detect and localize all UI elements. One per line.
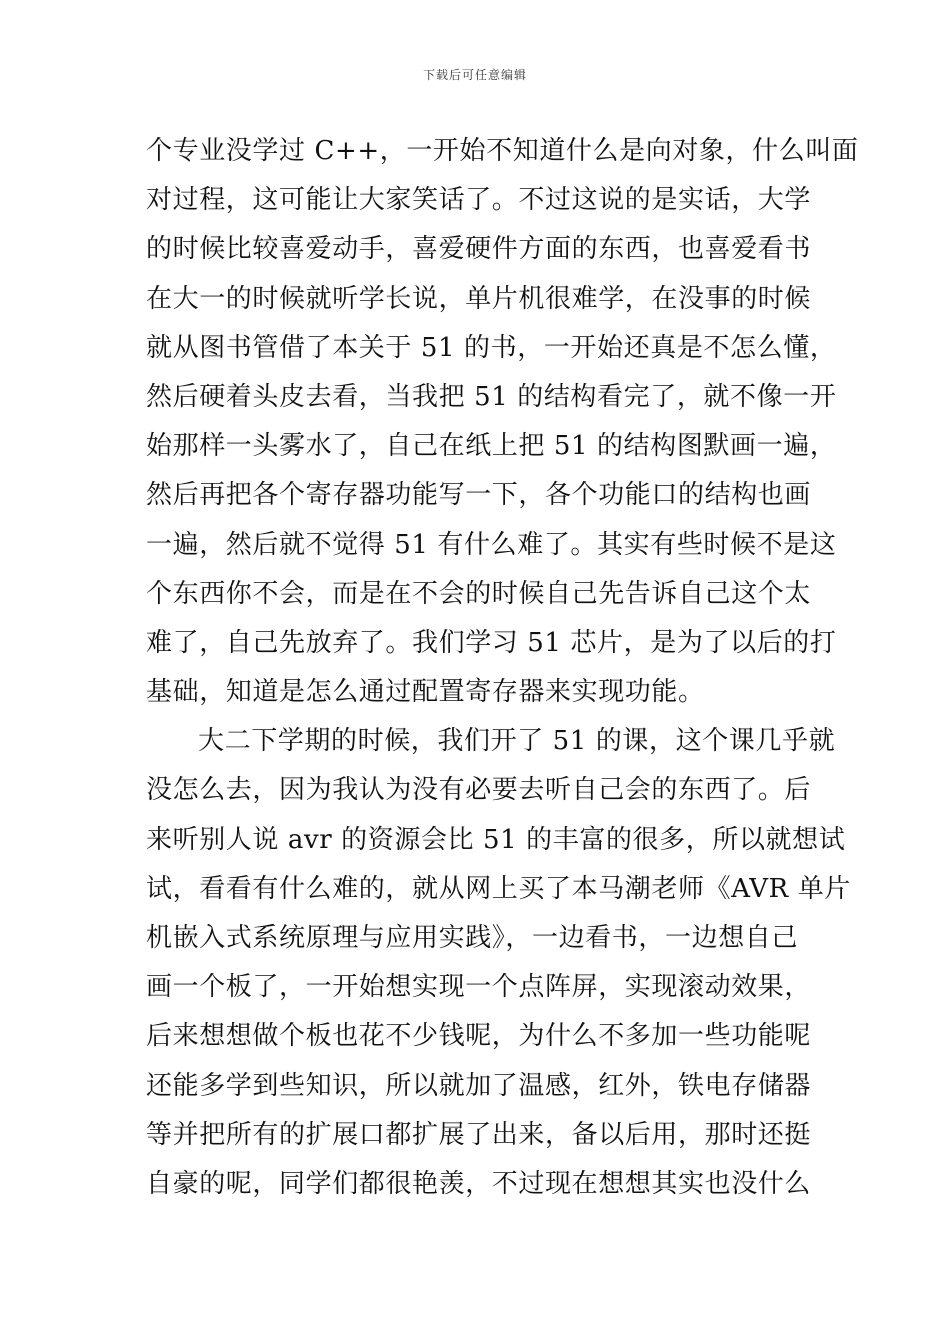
body-text	[146, 127, 859, 1209]
text-line: 自豪的呢，同学们都很艳羡，不过现在想想其实也没什么	[146, 1168, 812, 1199]
text-line: 在大一的时候就听学长说，单片机很难学，在没事的时候	[146, 283, 812, 314]
text-line: 基础，知道是怎么通过配置寄存器来实现功能。	[146, 677, 705, 708]
text-line: 一遍，然后就不觉得 51 有什么难了。其实有些时候不是这	[146, 529, 837, 560]
text-line: 等并把所有的扩展口都扩展了出来，备以后用，那时还挺	[146, 1119, 812, 1150]
text-line: 试，看看有什么难的，就从网上买了本马潮老师《AVR 单片	[146, 873, 851, 904]
text-line: 画一个板了，一开始想实现一个点阵屏，实现滚动效果，	[146, 972, 812, 1003]
text-line: 然后再把各个寄存器功能写一下，各个功能口的结构也画	[146, 480, 812, 511]
text-line: 的时候比较喜爱动手，喜爱硬件方面的东西，也喜爱看书	[146, 234, 812, 265]
paragraph-2	[146, 717, 851, 1209]
text-line: 对过程，这可能让大家笑话了。不过这说的是实话，大学	[146, 185, 812, 216]
text-line: 然后硬着头皮去看，当我把 51 的结构看完了，就不像一开	[146, 381, 837, 412]
text-line: 还能多学到些知识，所以就加了温感，红外，铁电存储器	[146, 1070, 812, 1101]
text-line: 机嵌入式系统原理与应用实践》，一边看书，一边想自己	[146, 923, 799, 953]
text-line: 个专业没学过 C++，一开始不知道什么是向对象，什么叫面	[146, 136, 859, 166]
text-line: 就从图书管借了本关于 51 的书，一开始还真是不怎么懂，	[146, 332, 837, 363]
paragraph-1	[146, 127, 859, 717]
text-line: 来听别人说 avr 的资源会比 51 的丰富的很多，所以就想试	[146, 824, 846, 855]
page-header: 下载后可任意编辑	[422, 68, 527, 82]
text-line: 大二下学期的时候，我们开了 51 的课，这个课几乎就	[198, 726, 836, 757]
text-line: 个东西你不会，而是在不会的时候自己先告诉自己这个太	[146, 578, 812, 609]
text-line: 难了，自己先放弃了。我们学习 51 芯片，是为了以后的打	[146, 627, 837, 658]
text-line: 后来想想做个板也花不少钱呢，为什么不多加一些功能呢	[146, 1021, 812, 1052]
text-line: 始那样一头雾水了，自己在纸上把 51 的结构图默画一遍，	[146, 431, 837, 462]
text-line: 没怎么去，因为我认为没有必要去听自己会的东西了。后	[146, 775, 812, 806]
